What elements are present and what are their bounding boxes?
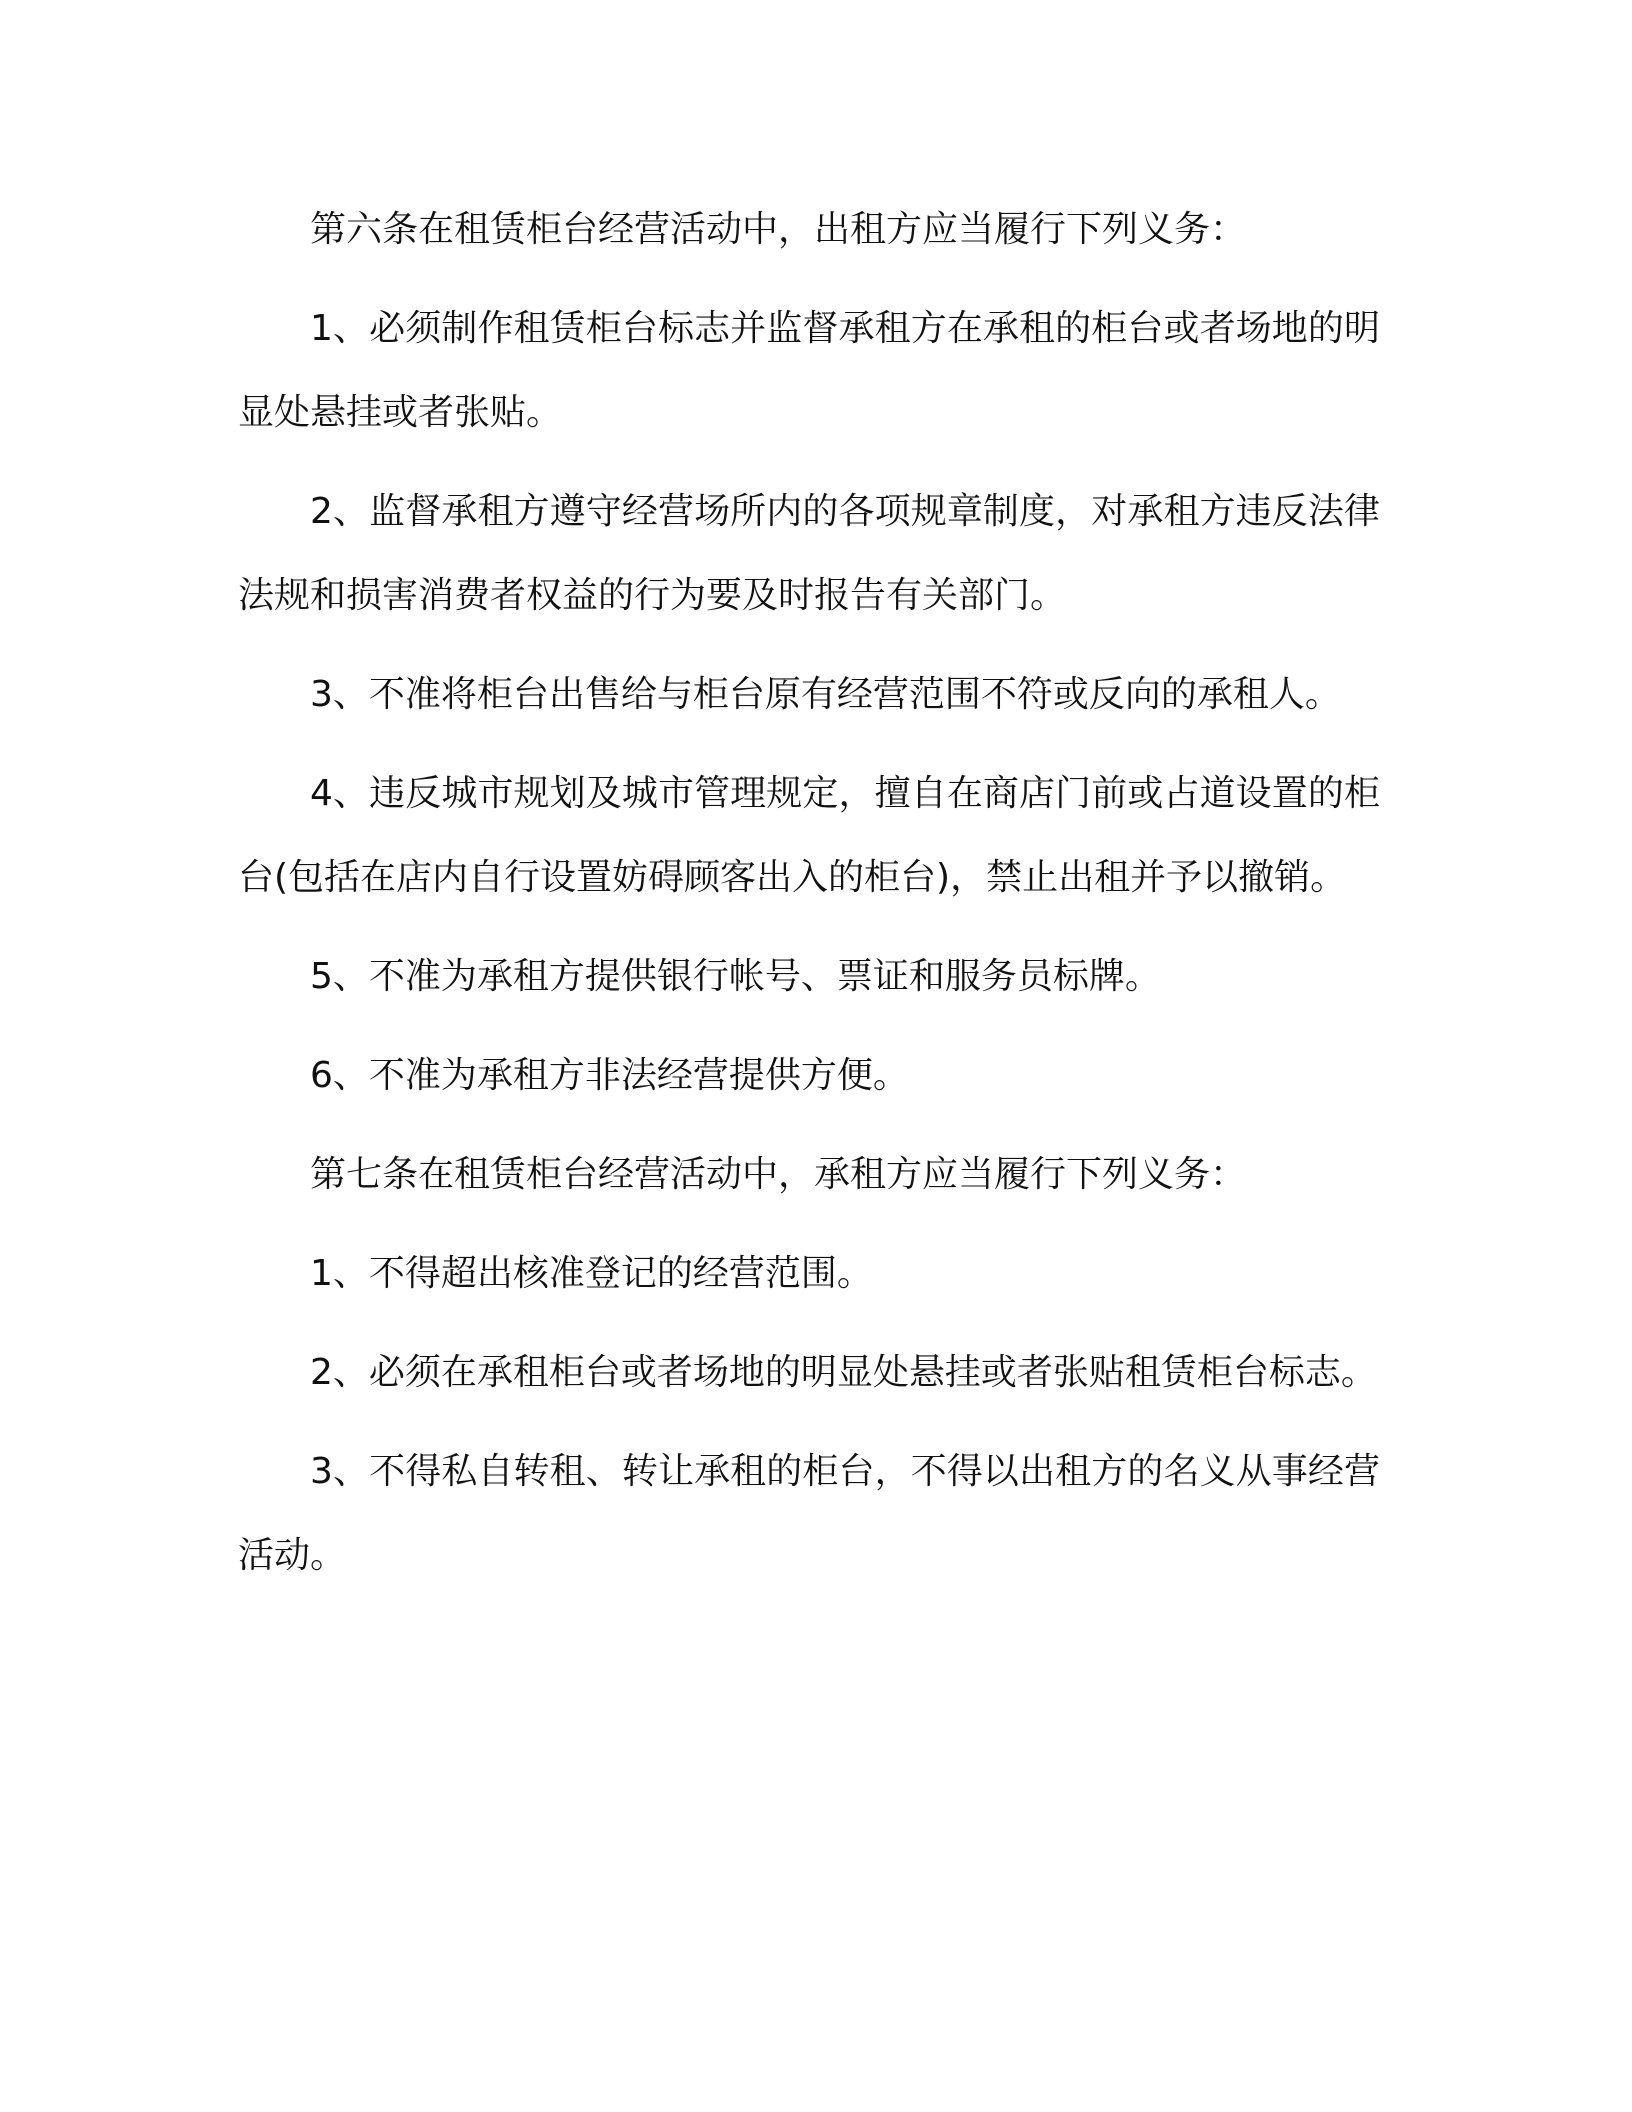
document-body: [238, 188, 1380, 1613]
article-6-item-3: 3、不准将柜台出售给与柜台原有经营范围不符或反向的承租人。: [310, 674, 1341, 715]
article-7-item-1: 1、不得超出核准登记的经营范围。: [310, 1253, 873, 1294]
article-6-item-5: 5、不准为承租方提供银行帐号、票证和服务员标牌。: [310, 956, 1161, 997]
article-7-heading: 第七条在租赁柜台经营活动中，承租方应当履行下列义务：: [310, 1154, 1247, 1195]
article-6-item-6: 6、不准为承租方非法经营提供方便。: [310, 1055, 909, 1096]
article-7-item-3: 3、不得私自转租、转让承租的柜台，不得以出租方的名义从事经营活动。: [238, 1451, 1380, 1576]
article-7-item-2: 2、必须在承租柜台或者场地的明显处悬挂或者张贴租赁柜台标志。: [310, 1352, 1377, 1393]
article-6-item-2: 2、监督承租方遵守经营场所内的各项规章制度，对承租方违反法律法规和损害消费者权益的行为要及时报告有关部门。: [238, 491, 1380, 616]
article-6-heading: 第六条在租赁柜台经营活动中，出租方应当履行下列义务：: [310, 209, 1247, 250]
article-6-item-4: 4、违反城市规划及城市管理规定，擅自在商店门前或占道设置的柜台(包括在店内自行设置妨碍顾客出入的柜台)，禁止出租并予以撤销。: [238, 773, 1380, 898]
article-6-item-1: 1、必须制作租赁柜台标志并监督承租方在承租的柜台或者场地的明显处悬挂或者张贴。: [238, 308, 1380, 433]
